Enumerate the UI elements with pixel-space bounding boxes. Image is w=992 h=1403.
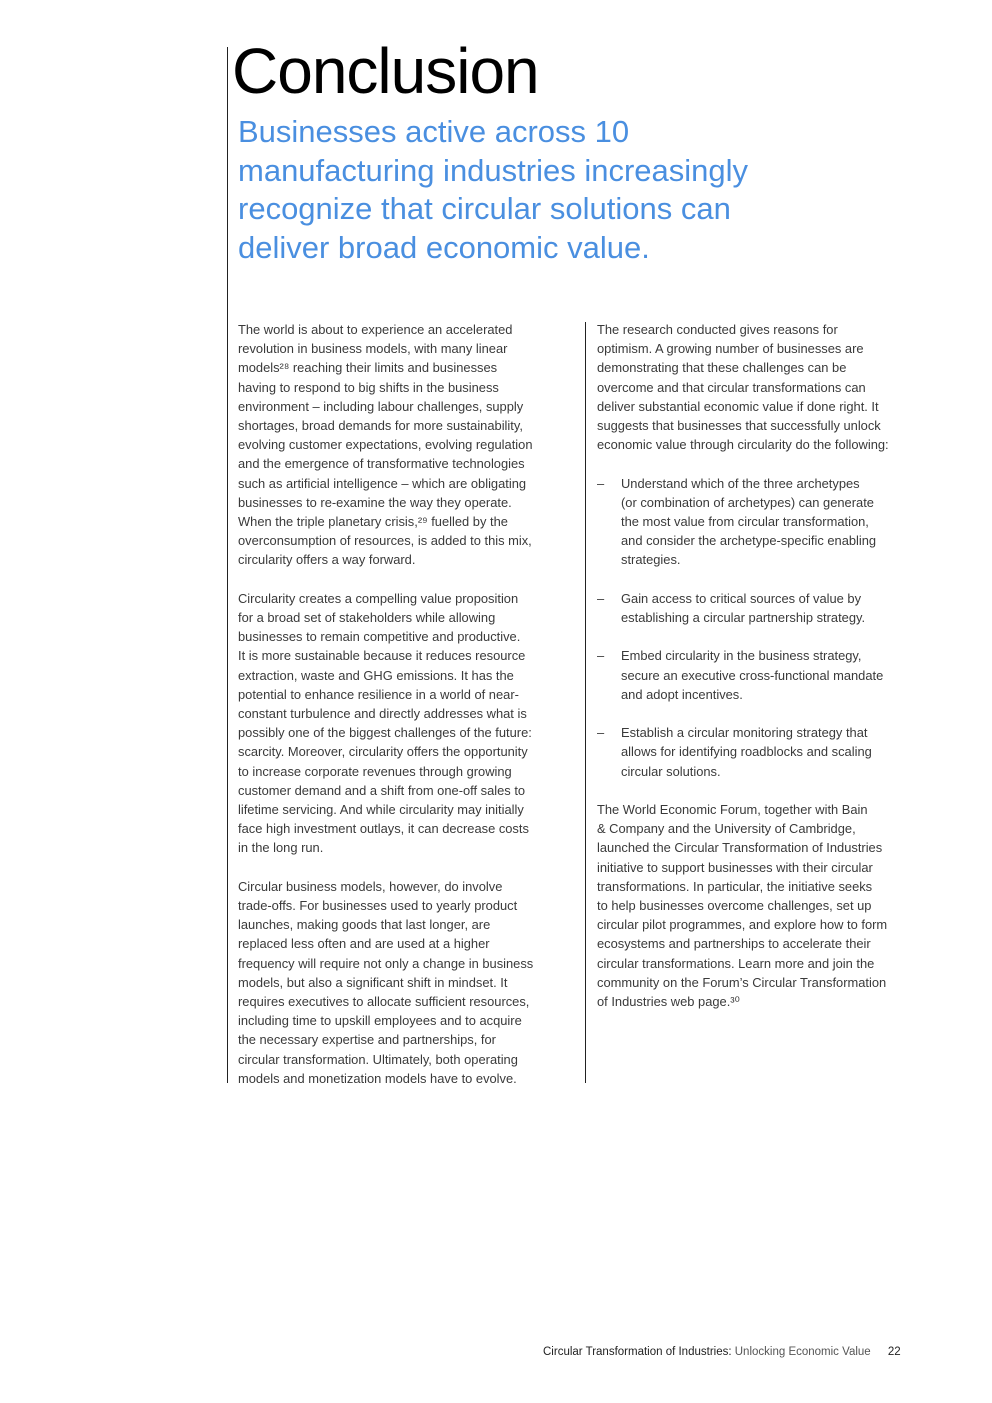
text-line: such as artificial intelligence – which are obligating [238, 475, 527, 491]
outro-paragraph [597, 800, 937, 1011]
page-footer [543, 1346, 901, 1358]
bullet-dash: – [597, 648, 605, 664]
text-line: in the long run. [238, 840, 324, 856]
list-item [597, 646, 937, 704]
paragraph [238, 589, 578, 858]
text-line: circularity offers a way forward. [238, 552, 416, 568]
text-line: The World Economic Forum, together with Bain [597, 802, 868, 817]
column-divider [585, 322, 586, 1083]
footer-subtitle: Unlocking Economic Value [734, 1346, 871, 1358]
text-line: deliver substantial economic value if done right. It [597, 398, 879, 414]
subtitle [238, 113, 798, 267]
text-line: establishing a circular partnership strategy. [621, 610, 866, 626]
text-line: It is more sustainable because it reduces resource [238, 648, 526, 664]
text-line: (or combination of archetypes) can generate [621, 494, 874, 510]
text-line: demonstrating that these challenges can be [597, 360, 847, 376]
bullet-dash: – [597, 475, 605, 491]
text-line: having to respond to big shifts in the business [238, 379, 499, 395]
subtitle-line: Businesses active across 10 [238, 114, 630, 149]
list-item [597, 589, 937, 627]
text-line: shortages, broad demands for more sustainability, [238, 418, 523, 434]
page-number: 22 [887, 1346, 901, 1358]
text-line: and adopt incentives. [621, 686, 743, 702]
text-line: The research conducted gives reasons for [597, 322, 838, 337]
paragraph [238, 320, 578, 570]
subtitle-line: recognize that circular solutions can [238, 191, 731, 226]
text-line: circular transformation. Ultimately, both operating [238, 1051, 518, 1067]
text-line: transformations. In particular, the initiative seeks [597, 878, 873, 894]
text-line: customer demand and a shift from one-off sales to [238, 782, 526, 798]
text-line: circular solutions. [621, 763, 721, 779]
text-line: of Industries web page.³⁰ [597, 994, 740, 1010]
text-line: the necessary expertise and partnerships, for [238, 1032, 496, 1048]
text-line: strategies. [621, 552, 681, 568]
intro-paragraph [597, 320, 937, 454]
text-line: community on the Forum’s Circular Transformation [597, 974, 887, 990]
text-line: including time to upskill employees and to acquire [238, 1013, 522, 1029]
text-line: to help businesses overcome challenges, set up [597, 898, 872, 914]
left-rule [227, 47, 228, 1083]
text-line: models, but also a significant shift in mindset. It [238, 974, 508, 990]
subtitle-line: deliver broad economic value. [238, 229, 650, 265]
text-line: and the emergence of transformative technologies [238, 456, 525, 472]
text-line: The world is about to experience an accelerated [238, 322, 513, 337]
text-line: potential to enhance resilience in a world of near- [238, 686, 519, 702]
text-line: models²⁸ reaching their limits and businesses [238, 360, 498, 376]
text-line: overconsumption of resources, is added to this mix, [238, 533, 532, 549]
text-line: economic value through circularity do the following: [597, 437, 889, 453]
text-line: extraction, waste and GHG emissions. It has the [238, 667, 514, 683]
text-line: circular transformations. Learn more and join the [597, 955, 875, 971]
text-line: revolution in business models, with many linear [238, 341, 508, 357]
text-line: initiative to support businesses with their circular [597, 859, 873, 875]
left-column [238, 320, 578, 1107]
text-line: When the triple planetary crisis,²⁹ fuelled by the [238, 514, 508, 530]
text-line: Gain access to critical sources of value by [621, 590, 862, 606]
text-line: evolving customer expectations, evolving regulation [238, 437, 533, 453]
text-line: for a broad set of stakeholders while allowing [238, 610, 496, 626]
text-line: environment – including labour challenges, supply [238, 398, 524, 414]
text-line: possibly one of the biggest challenges of the future: [238, 725, 532, 741]
text-line: scarcity. Moreover, circularity offers the opportunity [238, 744, 528, 760]
text-line: Embed circularity in the business strategy, [621, 648, 862, 664]
text-line: circular pilot programmes, and explore how to form [597, 917, 888, 933]
subtitle-line: manufacturing industries increasingly [238, 152, 749, 188]
text-line: trade-offs. For businesses used to yearly product [238, 898, 518, 914]
text-line: the most value from circular transformation, [621, 514, 869, 530]
text-line: launched the Circular Transformation of Industries [597, 840, 883, 856]
text-line: face high investment outlays, it can decrease costs [238, 821, 529, 837]
text-line: frequency will require not only a change in business [238, 955, 534, 971]
text-line: secure an executive cross-functional mandate [621, 667, 884, 683]
text-line: to increase corporate revenues through growing [238, 763, 512, 779]
bullet-dash: – [597, 725, 605, 741]
text-line: businesses to remain competitive and productive. [238, 629, 521, 645]
text-line: optimism. A growing number of businesses are [597, 341, 864, 357]
text-line: ecosystems and partnerships to accelerate their [597, 936, 871, 952]
list-item [597, 723, 937, 781]
text-line: constant turbulence and directly addresses what is [238, 706, 527, 722]
text-line: and consider the archetype-specific enabling [621, 533, 877, 549]
text-line: Establish a circular monitoring strategy that [621, 725, 868, 741]
text-line: Understand which of the three archetypes [621, 475, 860, 491]
footer-title: Circular Transformation of Industries: [543, 1346, 732, 1358]
text-line: businesses to re-examine the way they operate. [238, 494, 512, 510]
text-line: models and monetization models have to evolve. [238, 1070, 517, 1086]
text-line: & Company and the University of Cambridge, [597, 821, 856, 837]
text-line: suggests that businesses that successfully unlock [597, 418, 881, 434]
text-line: Circularity creates a compelling value proposition [238, 590, 519, 606]
text-line: lifetime servicing. And while circularity may initially [238, 802, 524, 818]
page-title: Conclusion [232, 35, 539, 107]
paragraph [238, 877, 578, 1088]
text-line: requires executives to allocate sufficient resources, [238, 994, 530, 1010]
text-line: allows for identifying roadblocks and scaling [621, 744, 872, 760]
text-line: replaced less often and are used at a higher [238, 936, 490, 952]
bullet-dash: – [597, 590, 605, 606]
text-line: overcome and that circular transformations can [597, 379, 866, 395]
text-line: launches, making goods that last longer, are [238, 917, 491, 933]
right-column [597, 320, 937, 1030]
list-item [597, 474, 937, 570]
text-line: Circular business models, however, do involve [238, 878, 503, 894]
